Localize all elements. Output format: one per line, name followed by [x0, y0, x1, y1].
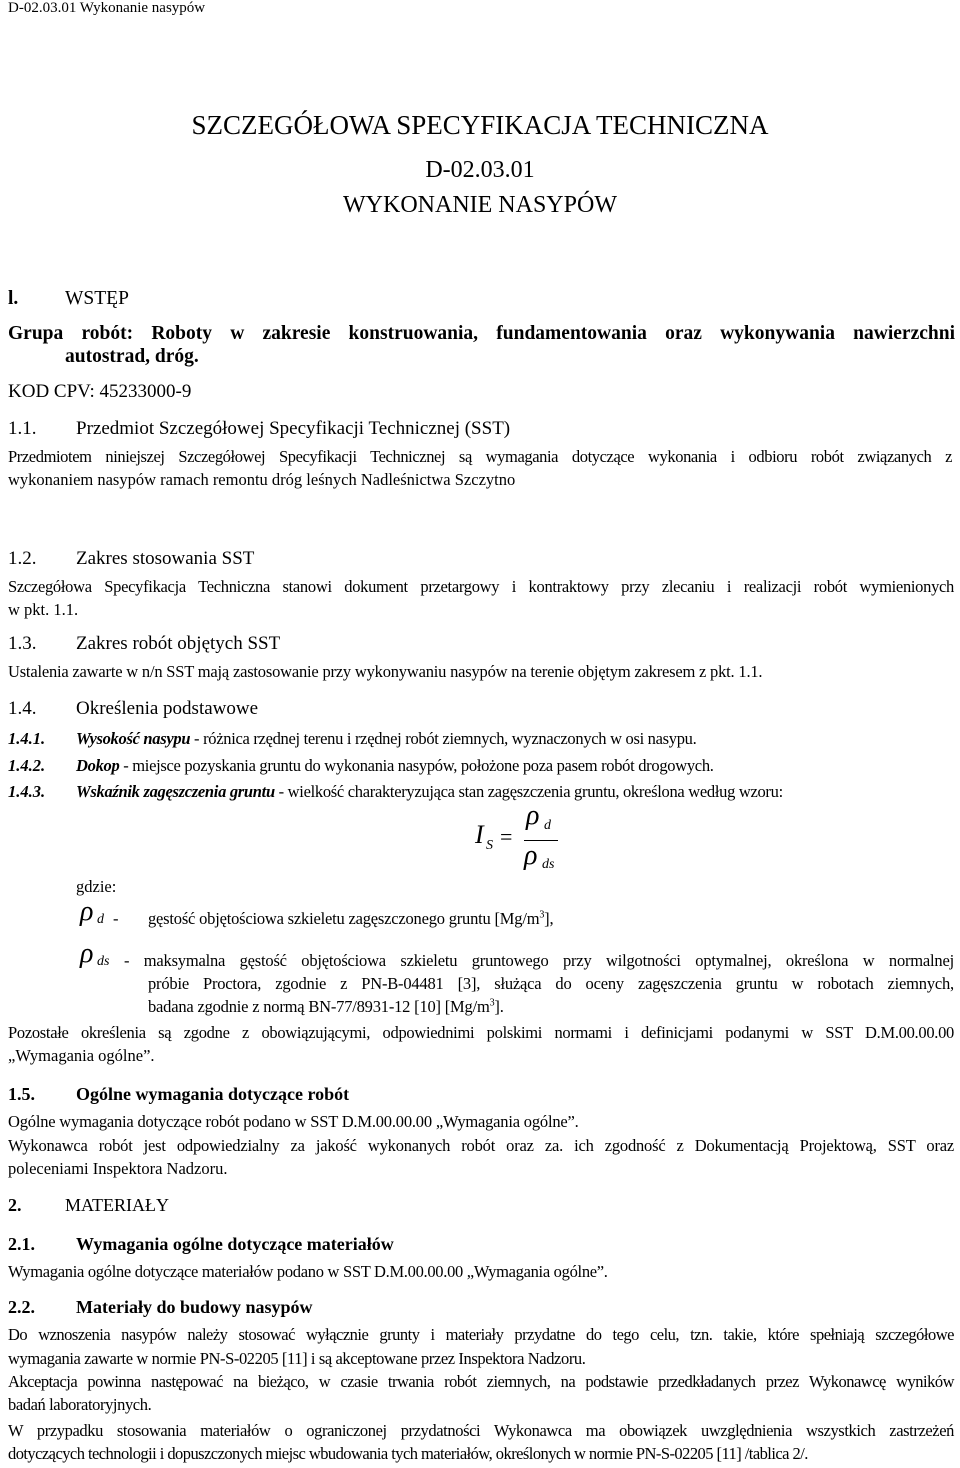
section-1-2-text-line-1: Szczegółowa Specyfikacja Techniczna stanowi dokument przetargowy i kontraktowy przy zlecaniu i realizacji robót wymienionych — [8, 577, 954, 596]
section-1-1-number: 1.1. — [8, 418, 37, 439]
definition-1-term: Wysokość nasypu — [76, 729, 191, 748]
pozostale-line-2: „Wymagania ogólne”. — [8, 1046, 155, 1065]
section-1-number: l. — [8, 288, 19, 309]
section-2-2-title: Materiały do budowy nasypów — [76, 1297, 313, 1317]
section-1-1-text-line-2: wykonaniem nasypów ramach remontu dróg leśnych Nadleśnictwa Szczytno — [8, 470, 516, 489]
section-2-2-number: 2.2. — [8, 1297, 35, 1317]
definition-2 — [76, 755, 714, 777]
section-2-1-line-1: Wymagania ogólne dotyczące materiałów podano w SST D.M.00.00.00 „Wymagania ogólne”. — [8, 1262, 608, 1281]
section-2-2-line-4: badań laboratoryjnych. — [8, 1395, 152, 1414]
rho-ds-line-3 — [148, 996, 504, 1018]
formula-i: I — [475, 820, 484, 849]
definition-1-text: - różnica rzędnej terenu i rzędnej robót ziemnych, wyznaczonych w osi nasypu. — [190, 729, 697, 748]
gdzie-label: gdzie: — [76, 877, 117, 896]
section-1-1-text-line-1: Przedmiotem niniejszej Szczegółowej Specyfikacji Technicznej są wymagania dotyczące wykonania i odbioru robót związanych z — [8, 447, 952, 466]
formula-equals: = — [500, 824, 513, 849]
definition-3-text: - wielkość charakteryzująca stan zagęszczenia gruntu, określona według wzoru: — [274, 782, 783, 801]
definition-2-term: Dokop — [76, 756, 120, 775]
definition-2-text: - miejsce pozyskania gruntu do wykonania nasypów, położone poza pasem robót drogowych. — [119, 756, 714, 775]
section-2-2-line-6: dotyczących technologii i dopuszczonych miejsc wbudowania tych materiałów, określonych w normie PN-S-02205 [11] /tablica 2/. — [8, 1444, 808, 1463]
formula-numerator-subscript: d — [544, 818, 551, 833]
section-2-title: MATERIAŁY — [65, 1195, 169, 1215]
rho-ds-line-2: próbie Proctora, zgodnie z PN-B-04481 [3], służąca do oceny zagęszczenia gruntu w robotach ziemnych, — [148, 974, 954, 993]
rho-ds-line-1: - maksymalna gęstość objętościowa szkieletu gruntowego przy wilgotności optymalnej, określona w normalnej — [124, 951, 954, 970]
formula-numerator-rho: ρ — [526, 800, 540, 831]
section-1-3-title: Zakres robót objętych SST — [76, 633, 281, 654]
section-1-5-title: Ogólne wymagania dotyczące robót — [76, 1084, 350, 1104]
rho-ds-subscript: ds — [97, 954, 110, 969]
section-1-title: WSTĘP — [65, 288, 129, 309]
section-2-1-title: Wymagania ogólne dotyczące materiałów — [76, 1234, 394, 1254]
grupa-line-1: Grupa robót: Roboty w zakresie konstruowania, fundamentowania oraz wykonywania nawierzchni — [8, 323, 955, 344]
section-2-2-line-3: Akceptacja powinna następować na bieżąco, w czasie trwania robót ziemnych, na podstawie przedkładanych przez Wykonawcę wyników — [8, 1372, 954, 1391]
section-1-5-line-2: Wykonawca robót jest odpowiedzialny za jakość wykonanych robót oraz za. ich zgodność z Dokumentacją Projektową, SST oraz — [8, 1136, 954, 1155]
rho-d-subscript: d — [97, 912, 104, 927]
section-1-5-line-1: Ogólne wymagania dotyczące robót podano w SST D.M.00.00.00 „Wymagania ogólne”. — [8, 1112, 579, 1131]
definition-3-term: Wskaźnik zagęszczenia gruntu — [76, 782, 275, 801]
rho-ds-text: badana zgodnie z normą BN-77/8931-12 [10] [Mg/m — [148, 997, 490, 1016]
grupa-line-2: autostrad, dróg. — [65, 346, 199, 367]
rho-ds-symbol: ρ — [80, 938, 94, 969]
definition-3-number: 1.4.3. — [8, 782, 46, 801]
section-1-2-title: Zakres stosowania SST — [76, 548, 255, 569]
rho-ds-superscript: 3 — [489, 997, 495, 1009]
section-1-5-line-3: poleceniami Inspektora Nadzoru. — [8, 1159, 228, 1178]
section-2-2-line-5: W przypadku stosowania materiałów o ograniczonej przydatności Wykonawca ma obowiązek uwzględnienia wszystkich zastrzeżeń — [8, 1421, 954, 1440]
definition-3 — [76, 781, 783, 803]
section-1-4-number: 1.4. — [8, 698, 37, 719]
running-header: D-02.03.01 Wykonanie nasypów — [8, 0, 206, 16]
definition-2-number: 1.4.2. — [8, 756, 46, 775]
formula-denominator-rho: ρ — [524, 840, 538, 871]
section-2-number: 2. — [8, 1195, 22, 1215]
section-2-2-line-1: Do wznoszenia nasypów należy stosować wyłącznie grunty i materiały przydatne do tego celu, tzn. takie, które spełniają szczegółowe — [8, 1325, 954, 1344]
section-1-3-text: Ustalenia zawarte w n/n SST mają zastosowanie przy wykonywaniu nasypów na terenie objętym zakresem z pkt. 1.1. — [8, 662, 763, 681]
definition-1 — [76, 728, 696, 750]
rho-d-definition — [148, 908, 553, 930]
document-subtitle: WYKONANIE NASYPÓW — [343, 192, 617, 218]
rho-ds-end: ]. — [494, 997, 504, 1016]
section-1-3-number: 1.3. — [8, 633, 37, 654]
rho-d-end: ], — [544, 909, 554, 928]
definition-1-number: 1.4.1. — [8, 729, 46, 748]
section-1-2-text-line-2: w pkt. 1.1. — [8, 600, 79, 619]
section-2-2-line-2: wymagania zawarte w normie PN-S-02205 [11] i są akceptowane przez Inspektora Nadzoru. — [8, 1349, 586, 1368]
rho-d-text: gęstość objętościowa szkieletu zagęszczonego gruntu [Mg/m — [148, 909, 540, 928]
section-1-4-title: Określenia podstawowe — [76, 698, 259, 719]
formula-i-subscript: S — [486, 838, 493, 853]
pozostale-line-1: Pozostałe określenia są zgodne z obowiązującymi, odpowiednimi polskimi normami i definicjami podanymi w SST D.M.00.00.00 — [8, 1023, 954, 1042]
section-1-1-title: Przedmiot Szczegółowej Specyfikacji Technicznej (SST) — [76, 418, 511, 439]
section-2-1-number: 2.1. — [8, 1234, 35, 1254]
section-1-2-number: 1.2. — [8, 548, 37, 569]
document-code: D-02.03.01 — [425, 157, 535, 183]
formula-denominator-subscript: ds — [542, 857, 555, 872]
rho-d-symbol: ρ — [80, 896, 94, 927]
cpv-code: KOD CPV: 45233000-9 — [8, 381, 192, 402]
section-1-5-number: 1.5. — [8, 1084, 35, 1104]
rho-d-dash: - — [113, 909, 119, 928]
document-title: SZCZEGÓŁOWA SPECYFIKACJA TECHNICZNA — [191, 110, 769, 140]
rho-d-superscript: 3 — [539, 909, 545, 921]
